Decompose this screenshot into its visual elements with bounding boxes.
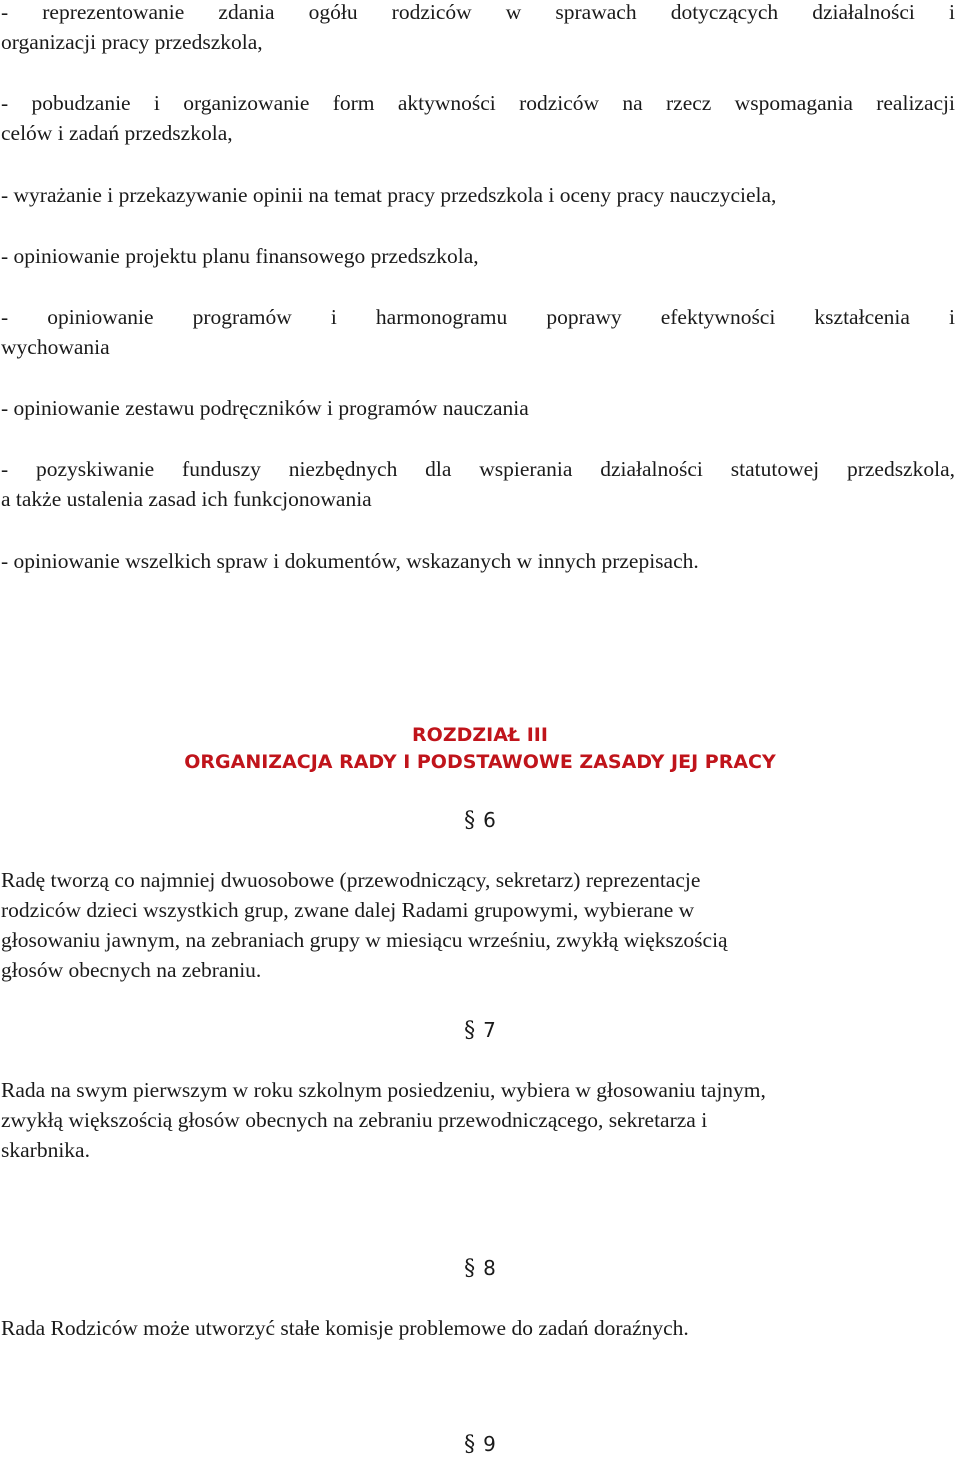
list-item-line: celów i zadań przedszkola, (1, 121, 233, 145)
list-item-line: organizacji pracy przedszkola, (1, 30, 263, 54)
list-item-line: - wyrażanie i przekazywanie opinii na temat pracy przedszkola i oceny pracy nauczyciela, (1, 183, 777, 207)
list-item (1, 302, 955, 362)
list-item (1, 454, 955, 514)
section-line: rodziców dzieci wszystkich grup, zwane dalej Radami grupowymi, wybierane w (1, 898, 695, 922)
list-item-line: - opiniowanie zestawu podręczników i programów nauczania (1, 396, 529, 420)
list-item (1, 0, 955, 57)
section-body (1, 1075, 901, 1165)
section-heading (0, 1432, 960, 1457)
list-item (1, 393, 955, 423)
list-item (1, 241, 955, 271)
section-body (1, 865, 901, 985)
section-number: 8 (483, 1256, 496, 1280)
section-line: zwykłą większością głosów obecnych na zebraniu przewodniczącego, sekretarza i (1, 1108, 708, 1132)
list-item-line: - opiniowanie wszelkich spraw i dokumentów, wskazanych w innych przepisach. (1, 549, 699, 573)
section-sign: § (464, 1256, 476, 1281)
section-sign: § (464, 808, 476, 833)
section-number: 6 (483, 808, 496, 832)
list-item-line: a także ustalenia zasad ich funkcjonowania (1, 487, 372, 511)
section-heading (0, 808, 960, 833)
section-sign: § (464, 1018, 476, 1043)
chapter-number: ROZDZIAŁ III (412, 724, 548, 746)
section-line: Rada Rodziców może utworzyć stałe komisje problemowe do zadań doraźnych. (1, 1316, 689, 1340)
list-item (1, 180, 955, 210)
section-heading (0, 1256, 960, 1281)
section-sign: § (464, 1432, 476, 1457)
list-item-line: - pozyskiwanie funduszy niezbędnych dla wspierania działalności statutowej przedszkola, (1, 457, 955, 481)
chapter-title: ORGANIZACJA RADY I PODSTAWOWE ZASADY JEJ PRACY (184, 751, 776, 773)
list-item-line: - pobudzanie i organizowanie form aktywności rodziców na rzecz wspomagania realizacji (1, 91, 955, 115)
list-item (1, 88, 955, 148)
section-line: skarbnika. (1, 1138, 90, 1162)
section-number: 7 (483, 1018, 496, 1042)
list-item-line: - opiniowanie programów i harmonogramu poprawy efektywności kształcenia i (1, 305, 955, 329)
section-line: głosów obecnych na zebraniu. (1, 958, 262, 982)
section-number: 9 (483, 1432, 496, 1456)
list-item-line: wychowania (1, 335, 110, 359)
section-line: Radę tworzą co najmniej dwuosobowe (przewodniczący, sekretarz) reprezentacje (1, 868, 701, 892)
list-item-line: - reprezentowanie zdania ogółu rodziców w sprawach dotyczących działalności i (1, 0, 955, 24)
section-heading (0, 1018, 960, 1043)
list-item (1, 546, 955, 576)
section-line: głosowaniu jawnym, na zebraniach grupy w miesiącu wrześniu, zwykłą większością (1, 928, 728, 952)
section-line: Rada na swym pierwszym w roku szkolnym posiedzeniu, wybiera w głosowaniu tajnym, (1, 1078, 766, 1102)
section-body (1, 1313, 901, 1343)
list-item-line: - opiniowanie projektu planu finansowego przedszkola, (1, 244, 479, 268)
